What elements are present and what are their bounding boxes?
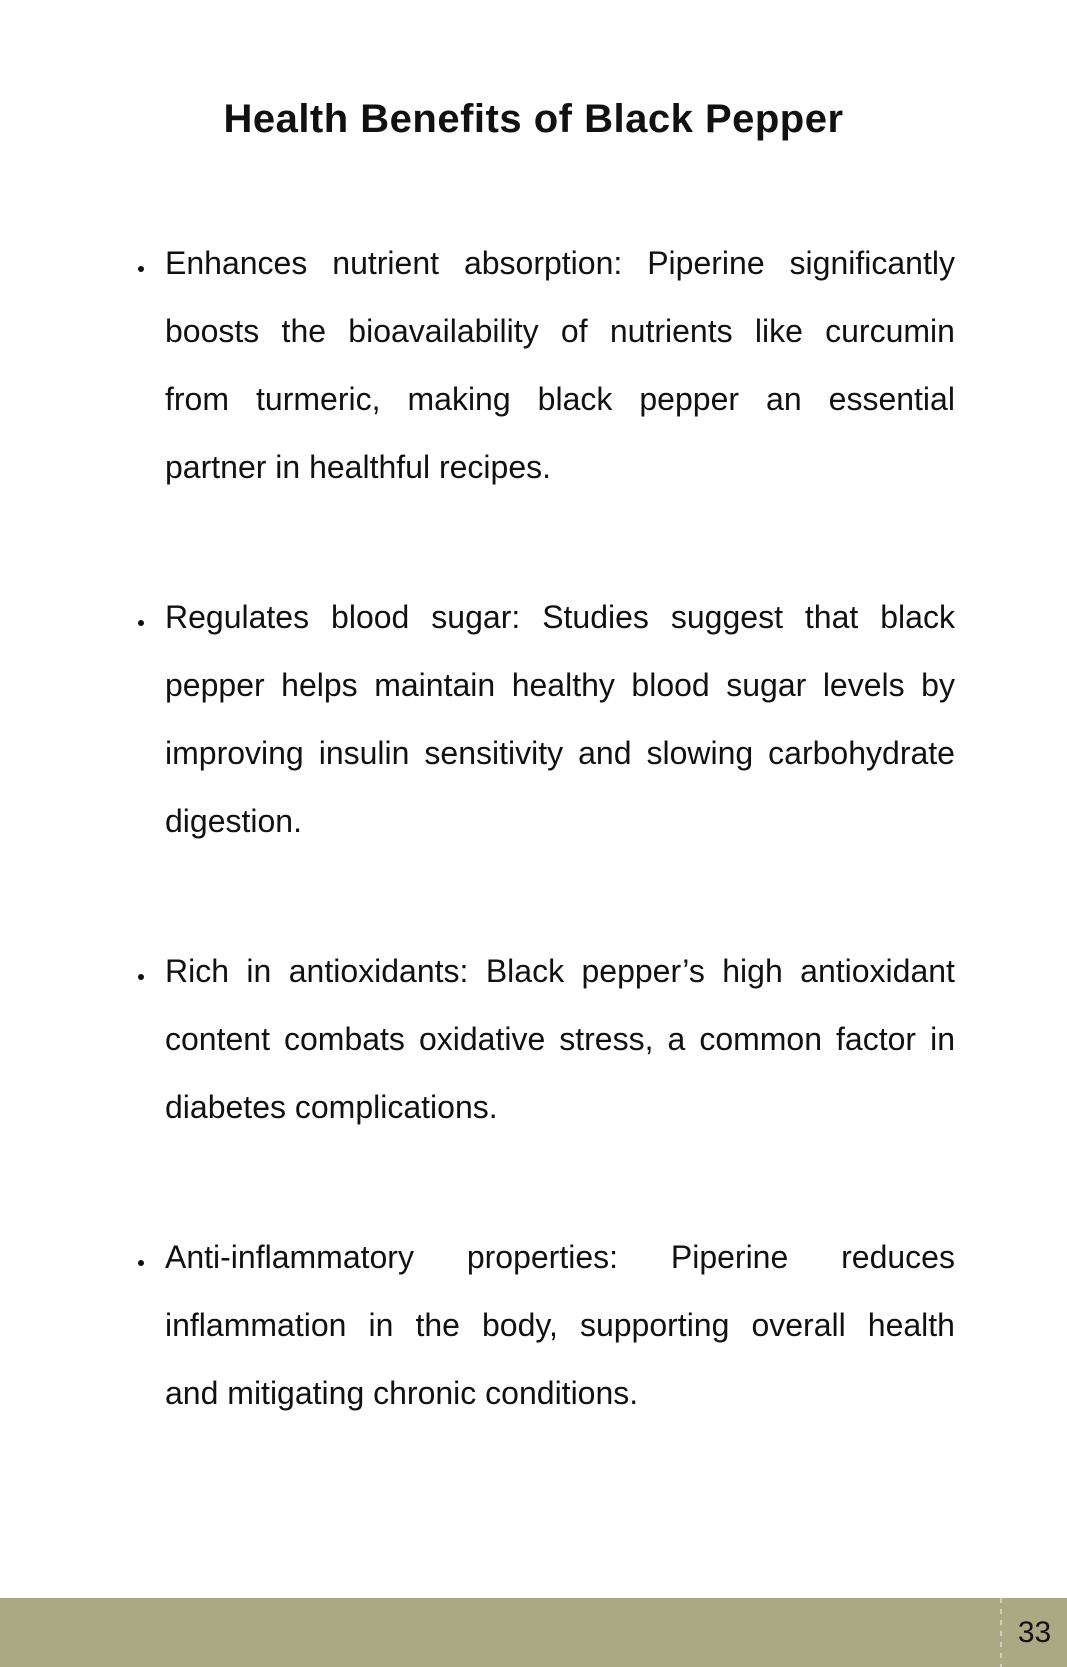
bullet-line: boosts the bioavailability of nutrients like curcumin xyxy=(165,313,955,349)
bullet-item xyxy=(165,1223,955,1427)
bullet-line: from turmeric, making black pepper an essential xyxy=(165,381,955,417)
bullet-line: content combats oxidative stress, a common factor in xyxy=(165,1021,955,1057)
bullet-line: and mitigating chronic conditions. xyxy=(165,1375,639,1411)
bullet-line: Anti-inflammatory properties: Piperine reduces xyxy=(165,1239,955,1275)
bullet-icon xyxy=(138,266,144,272)
bullet-line: partner in healthful recipes. xyxy=(165,449,551,485)
page-number: 33 xyxy=(1017,1615,1052,1649)
bullet-line: inflammation in the body, supporting overall health xyxy=(165,1307,955,1343)
bullet-line: Enhances nutrient absorption: Piperine significantly xyxy=(165,245,955,281)
bullet-line: Regulates blood sugar: Studies suggest that black xyxy=(165,599,955,635)
bullet-item xyxy=(165,229,955,501)
bullet-list xyxy=(165,229,955,1427)
bullet-line: digestion. xyxy=(165,803,302,839)
bullet-line: improving insulin sensitivity and slowing carbohydrate xyxy=(165,735,955,771)
page-title: Health Benefits of Black Pepper xyxy=(223,97,844,141)
footer-band xyxy=(0,1598,1067,1667)
footer-band-main xyxy=(0,1598,1000,1667)
bullet-icon xyxy=(138,620,144,626)
bullet-icon xyxy=(138,974,144,980)
bullet-item xyxy=(165,583,955,855)
bullet-line: Rich in antioxidants: Black pepper’s high antioxidant xyxy=(165,953,955,989)
bullet-icon xyxy=(138,1260,144,1266)
bullet-line: diabetes complications. xyxy=(165,1089,498,1125)
bullet-item xyxy=(165,937,955,1141)
bullet-line: pepper helps maintain healthy blood sugar levels by xyxy=(165,667,955,703)
